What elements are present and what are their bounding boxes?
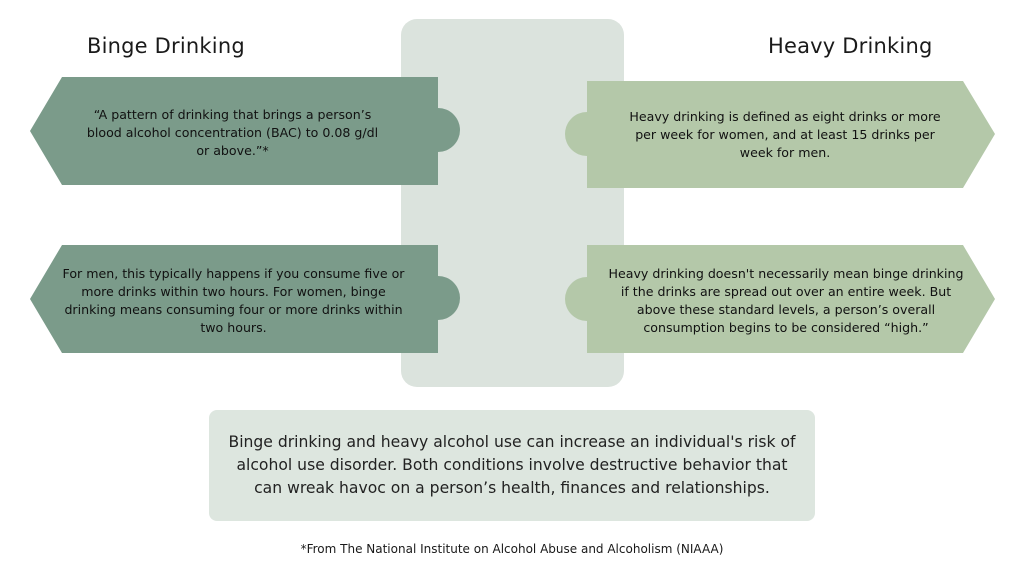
heavy-definition: Heavy drinking is defined as eight drinks or more per week for women, and at least 15 drinks per week for men. — [629, 108, 941, 160]
binge-drinking-heading: Binge Drinking — [87, 34, 245, 58]
binge-definition-text — [80, 80, 385, 185]
heavy-definition-text — [620, 82, 950, 187]
source-footnote: *From The National Institute on Alcohol Abuse and Alcoholism (NIAAA) — [300, 542, 724, 556]
heavy-drinking-heading: Heavy Drinking — [768, 34, 933, 58]
binge-typical: For men, this typically happens if you consume five or more drinks within two hours. For women, binge drinking means consuming four or more drinks within two hours. — [62, 265, 405, 335]
summary-text: Binge drinking and heavy alcohol use can increase an individual's risk of alcohol use disorder. Both conditions involve destructive behavior that can wreak havoc on a person’s health, finances and relationships. — [228, 433, 796, 497]
heavy-note-text — [604, 248, 968, 353]
heavy-note: Heavy drinking doesn't necessarily mean binge drinking if the drinks are spread out over an entire week. But above these standard levels, a person’s overall consumption begins to be considered “high.” — [608, 265, 964, 335]
summary-box — [209, 410, 815, 521]
binge-definition: “A pattern of drinking that brings a person’s blood alcohol concentration (BAC) to 0.08 g/dl or above.”* — [86, 106, 379, 158]
binge-typical-text — [62, 248, 405, 353]
